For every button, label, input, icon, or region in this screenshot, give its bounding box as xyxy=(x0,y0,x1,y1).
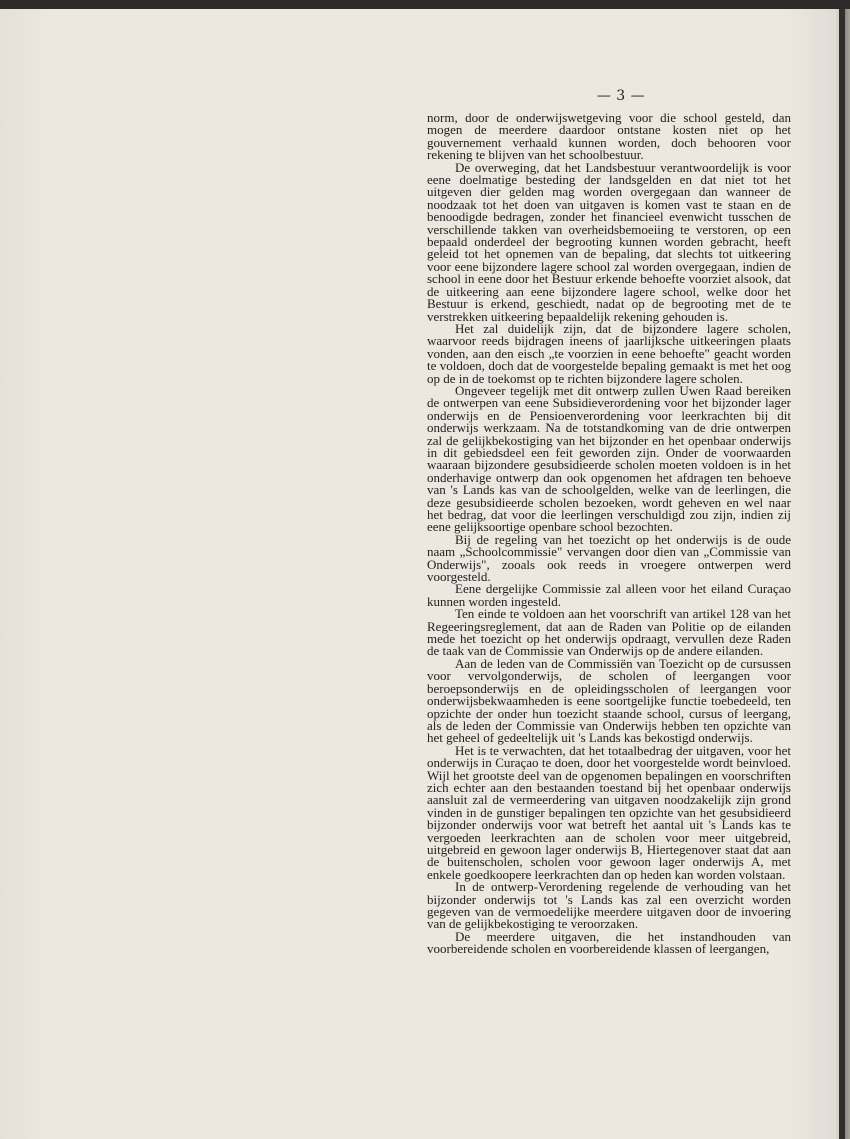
page-number: — 3 — xyxy=(596,88,646,104)
paragraph: Het zal duidelijk zijn, dat de bijzondere lagere scholen, waarvoor reeds bijdragen ineens of jaarlijksche uitkeeringen plaats vonden, aan den eisch „te voorzien in eene behoefte" geacht worden te voldoen, doch dat de voorgestelde bepaling gemaakt is met het oog op de in de toekomst op te richten bijzondere lagere scholen. xyxy=(427,320,791,386)
paragraph: Eene dergelijke Commissie zal alleen voor het eiland Curaçao kunnen worden ingesteld. xyxy=(427,581,791,609)
paragraph: In de ontwerp-Verordening regelende de verhouding van het bijzonder onderwijs tot 's Lands kas zal een overzicht worden gegeven van de vermoedelijke meerdere uitgaven door de invoering van de gelijkbekostiging te veroorzaken. xyxy=(427,879,791,932)
paragraph: norm, door de onderwijswetgeving voor die school gesteld, dan mogen de meerdere daardoor ontstane kosten niet op het gouvernement verhaald kunnen worden, doch behooren voor rekening te blijven van het schoolbestuur. xyxy=(427,110,791,163)
scan-right-edge xyxy=(836,9,850,1139)
paragraph: De meerdere uitgaven, die het instandhouden van voorbereidende scholen en voorbereidende klassen of leergangen, xyxy=(427,928,791,957)
paragraph: Ten einde te voldoen aan het voorschrift van artikel 128 van het Regeeringsreglement, dat aan de Raden van Politie op de eilanden mede het toezicht op het onderwijs opdraagt, vervullen deze Raden de taak van de Commissie van Onderwijs op de andere eilanden. xyxy=(427,606,791,659)
paragraph: Ongeveer tegelijk met dit ontwerp zullen Uwen Raad bereiken de ontwerpen van eene Subsidieverordening voor het bijzonder lager onderwijs en de Pensioenverordening voor leerkrachten bij dit onderwijs werkzaam. Na de totstandkoming van de drie ontwerpen zal de gelijkbekostiging van het bijzonder en het openbaar onderwijs in dit gebiedsdeel een feit geworden zijn. Onder de voorwaarden waaraan bijzondere gesubsidieerde scholen moeten voldoen is in het onderhavige ontwerp dan ook opgenomen het afdragen ten behoeve van 's Lands kas van de schoolgelden, welke van de leerlingen, die deze gesubsidieerde scholen bezoeken, wordt geheven en wel naar het bedrag, dat voor die leerlingen verschuldigd zou zijn, indien zij eene gelijksoortige openbare school bezochten. xyxy=(427,382,791,535)
scan-top-border xyxy=(0,0,850,9)
body-text xyxy=(427,112,791,956)
paragraph: Bij de regeling van het toezicht op het onderwijs is de oude naam „Schoolcommissie" vervangen door dien van „Commissie van Onderwijs", zooals ook reeds in vroegere ontwerpen werd voorgesteld. xyxy=(427,531,791,585)
paragraph: Het is te verwachten, dat het totaalbedrag der uitgaven, voor het onderwijs in Curaçao te doen, door het voorgestelde wordt beinvloed. Wijl het grootste deel van de opgenomen bepalingen en voorschriften zich echter aan den bestaanden toestand bij het openbaar onderwijs aansluit zal de vermeerdering van uitgaven noodzakelijk zijn grond vinden in de gunstiger bepalingen ten opzichte van het gesubsidieerd bijzonder onderwijs voor wat betreft het aantal uit 's Lands kas te vergoeden leerkrachten aan de scholen voor meer uitgebreid, uitgebreid en gewoon lager onderwijs B, Hiertegenover staat dat aan de buitenscholen, scholen voor gewoon lager onderwijs A, met enkele goedkoopere leerkrachten dan op heden kan worden volstaan. xyxy=(427,742,791,882)
paragraph: De overweging, dat het Landsbestuur verantwoordelijk is voor eene doelmatige besteding der landsgelden en dat niet tot het uitgeven dier gelden mag worden overgegaan dan wanneer de noodzaak tot het doen van uitgaven is komen vast te staan en de benoodigde bedragen, zonder het financieel evenwicht tusschen de verschillende takken van overheidsbemoeiing te verstoren, op een bepaald onderdeel der begrooting kunnen worden gebracht, heeft geleid tot het opnemen van de bepaling, dat slechts tot uitkeering voor eene bijzondere lagere school zal worden overgegaan, indien de school in eene door het Bestuur erkende behoefte voorziet alsook, dat de uitkeering aan eene bijzondere lagere school, welke door het Bestuur is erkend, geschiedt, nadat op de begrooting met de te verstrekken uitkeering bepaaldelijk rekening gehouden is. xyxy=(427,159,791,324)
paragraph: Aan de leden van de Commissiën van Toezicht op de cursussen voor vervolgonderwijs, de scholen of leergangen voor beroepsonderwijs en de opleidingsscholen of leergangen voor onderwijsbekwaamheden is eene soortgelijke functie toebedeeld, ten opzichte der onder hun toezicht staande school, cursus of leergang, als de leden der Commissie van Onderwijs hebben ten opzichte van het geheel of gedeeltelijk uit 's Lands kas bekostigd onderwijs. xyxy=(427,655,791,746)
